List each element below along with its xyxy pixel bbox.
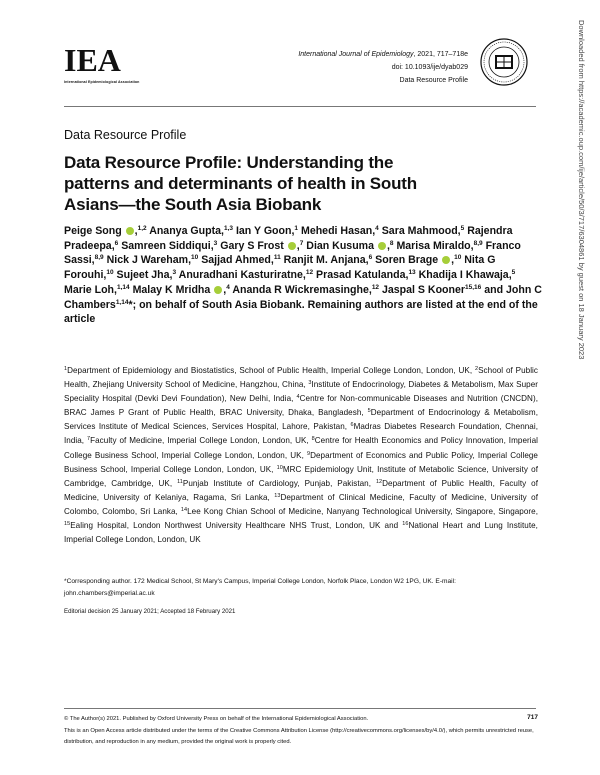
journal-name: International Journal of Epidemiology xyxy=(298,51,414,58)
affiliation-text: Department of Public Health, Faculty of Medicine, University of Kelaniya, Ragama, Sri Lanka, xyxy=(64,478,538,502)
author-name: Peige Song xyxy=(64,225,122,237)
author-affiliation-marker: 10 xyxy=(191,254,199,262)
author-text: , xyxy=(134,225,138,237)
logo-letters: IEA xyxy=(64,42,121,78)
author-affiliation-marker: 5 xyxy=(460,225,465,232)
journal-meta xyxy=(298,48,468,87)
author-text: , xyxy=(451,254,455,267)
author-affiliation-marker: 7 xyxy=(299,239,304,247)
author-name: Mehedi Hasan, xyxy=(298,225,376,237)
affiliations xyxy=(64,364,538,547)
affiliation-number: 8 xyxy=(311,436,315,443)
affiliation-number: 15 xyxy=(64,521,71,528)
affiliation-text: School of Public Health, Zhejiang University School of Medicine, Hangzhou, China, xyxy=(64,366,538,390)
author-name: Nita G Forouhi, xyxy=(64,254,496,282)
author-name: Ananya Gupta, xyxy=(146,225,224,237)
author-affiliation-marker: 1,14 xyxy=(115,298,129,306)
affiliation-text: Department of Endocrinology & Metabolism, Services Institute of Medical Sciences, Services Hospital, Lahore, Pakistan, xyxy=(64,408,538,432)
author-name: Franco Sassi, xyxy=(64,239,521,267)
affiliation-text: Madras Diabetes Research Foundation, Chennai, India, xyxy=(64,422,539,446)
affiliation-number: 14 xyxy=(180,506,188,513)
author-affiliation-marker: 8,9 xyxy=(473,239,483,247)
affiliation-number: 7 xyxy=(87,436,91,443)
journal-citation: , 2021, 717–718e xyxy=(413,51,468,58)
author-name: Khadija I Khawaja, xyxy=(415,269,512,282)
author-name: Samreen Siddiqui, xyxy=(118,239,214,252)
article-type: Data Resource Profile xyxy=(399,77,468,84)
author-affiliation-marker: 1,2 xyxy=(137,225,147,232)
author-affiliation-marker: 12 xyxy=(371,283,380,291)
affiliation-number: 3 xyxy=(308,380,312,387)
author-affiliation-marker: 15,16 xyxy=(465,283,482,291)
page-number: 717 xyxy=(527,714,538,721)
affiliation-text: Lee Kong Chian School of Medicine, Nanyang Technological University, Singapore, Singapore, xyxy=(187,506,538,516)
download-note: Downloaded from https://academic.oup.com/ije/article/50/3/717/6304861 by guest on 18 January 2023 xyxy=(577,20,586,360)
author-affiliation-marker: 4 xyxy=(375,225,379,232)
author-name: Sujeet Jha, xyxy=(113,269,173,282)
association-name: International Epidemiological Association xyxy=(64,80,140,84)
author-name: Ranjit M. Anjana, xyxy=(280,254,369,267)
author-name: Sajjad Ahmed, xyxy=(198,254,274,267)
affiliation-text: Punjab Institute of Cardiology, Punjab, Pakistan, xyxy=(182,478,376,488)
author-affiliation-marker: 1,14 xyxy=(116,283,130,291)
author-name: Jaspal S Kooner xyxy=(379,283,466,296)
affiliation-number: 13 xyxy=(274,492,281,499)
author-affiliation-marker: 8,9 xyxy=(94,254,104,262)
affiliation-text: Faculty of Medicine, Imperial College London, London, UK, xyxy=(90,436,312,446)
author-affiliation-marker: 10 xyxy=(106,269,114,277)
footer xyxy=(64,714,540,749)
author-text: , xyxy=(386,239,390,252)
affiliation-number: 10 xyxy=(276,464,283,471)
author-affiliation-marker: 10 xyxy=(454,254,462,262)
author-name: and John C Chambers xyxy=(64,283,542,311)
orcid-icon[interactable] xyxy=(288,242,296,250)
affiliation-number: 6 xyxy=(350,422,354,429)
affiliation-number: 4 xyxy=(296,394,300,401)
affiliation-text: MRC Epidemiology Unit, Institute of Metabolic Science, University of Cambridge, Cambridge, UK, xyxy=(64,464,538,488)
correspondence: *Corresponding author. 172 Medical School, St Mary's Campus, Imperial College London, Norfolk Place, London W2 1PG, UK. E-mail: john.chambers@imperial.ac.uk xyxy=(64,578,456,597)
affiliation-text: Centre for Non-communicable Diseases and Nutrition (CNCDN), BRAC James P Grant of Public Health, BRAC University, Dhaka, Bangladesh, xyxy=(64,394,538,418)
affiliation-text: Centre for Health Economics and Policy Innovation, Imperial College Business School, Imperial College London, London, UK, xyxy=(64,436,538,460)
author-affiliation-marker: 8 xyxy=(389,239,394,247)
author-name: Malay K Mridha xyxy=(129,283,211,296)
author-name: Ananda R Wickremasinghe, xyxy=(229,283,372,296)
author-name: Gary S Frost xyxy=(217,239,284,252)
author-affiliation-marker: 3 xyxy=(172,269,177,277)
author-affiliation-marker: 12 xyxy=(305,269,314,277)
affiliation-number: 9 xyxy=(306,450,311,457)
author-affiliation-marker: 1,3 xyxy=(223,225,233,232)
affiliation-number: 11 xyxy=(177,478,183,485)
author-affiliation-marker: 11 xyxy=(273,254,281,262)
author-name: Rajendra Pradeepa, xyxy=(64,225,513,252)
author-affiliation-marker: 6 xyxy=(114,239,119,247)
copyright-notice: © The Author(s) 2021. Published by Oxford University Press on behalf of the International Epidemiological Association. xyxy=(64,716,369,722)
author-affiliation-marker: 4 xyxy=(226,283,230,291)
author-name: Anuradhani Kasturiratne, xyxy=(176,269,306,282)
author-name: Ian Y Goon, xyxy=(233,225,295,237)
author-text: , xyxy=(223,283,227,296)
affiliation-number: 5 xyxy=(367,408,371,415)
author-affiliation-marker: 3 xyxy=(213,239,218,247)
orcid-icon[interactable] xyxy=(378,242,386,250)
author-text: , xyxy=(296,239,300,252)
affiliation-text: Ealing Hospital, London Northwest University Healthcare NHS Trust, London, UK and xyxy=(70,521,403,531)
section-label: Data Resource Profile xyxy=(64,128,187,142)
orcid-icon[interactable] xyxy=(442,256,450,264)
author-list xyxy=(64,224,542,327)
author-name: *; on behalf of South Asia Biobank. Remaining authors are listed at the end of the article xyxy=(64,298,538,326)
affiliation-number: 12 xyxy=(375,478,383,485)
author-affiliation-marker: 6 xyxy=(368,254,373,262)
header-rule xyxy=(64,106,536,107)
affiliation-text: Department of Clinical Medicine, Faculty of Medicine, University of Colombo, Colombo, Sri Lanka, xyxy=(64,492,539,516)
iea-logo xyxy=(64,42,121,79)
article-title: Data Resource Profile: Understanding the patterns and determinants of health in South Asians—the South Asia Biobank xyxy=(64,153,417,214)
author-name: Sara Mahmood, xyxy=(378,225,461,237)
author-name: Marisa Miraldo, xyxy=(393,239,474,252)
author-name: Soren Brage xyxy=(372,254,439,267)
author-name: Marie Loh, xyxy=(64,283,117,296)
author-affiliation-marker: 5 xyxy=(511,269,516,277)
journal-seal-icon xyxy=(480,38,528,86)
editorial-dates: Editorial decision 25 January 2021; Accepted 18 February 2021 xyxy=(64,608,236,615)
author-name: Nick J Wareham, xyxy=(103,254,192,267)
license-notice: This is an Open Access article distributed under the terms of the Creative Commons Attribution License (http://creativecommons.org/licenses/by/4.0/), which permits unrestricted reuse, distribution, and reproduction in any medium, provided the original work is properly cited. xyxy=(64,727,534,745)
orcid-icon[interactable] xyxy=(126,227,134,235)
author-name: Prasad Katulanda, xyxy=(313,269,409,282)
affiliation-text: National Heart and Lung Institute, Imperial College London, London, UK xyxy=(64,521,538,545)
affiliation-number: 2 xyxy=(474,366,479,372)
footer-rule xyxy=(64,708,536,709)
affiliation-text: Department of Economics and Public Policy, Imperial College Business School, Imperial College London, London, UK, xyxy=(64,450,538,474)
doi[interactable]: doi: 10.1093/ije/dyab029 xyxy=(391,64,468,71)
affiliation-text: Department of Epidemiology and Biostatistics, School of Public Health, Imperial College London, London, UK, xyxy=(67,366,475,375)
orcid-icon[interactable] xyxy=(214,286,222,294)
affiliation-text: Institute of Endocrinology, Diabetes & Metabolism, Max Super Speciality Hospital (Devki Devi Foundation), New Delhi, India, xyxy=(64,380,538,404)
author-affiliation-marker: 1 xyxy=(294,225,299,232)
affiliation-number: 16 xyxy=(402,521,409,528)
author-affiliation-marker: 13 xyxy=(408,269,416,277)
affiliation-number: 1 xyxy=(64,366,68,372)
author-name: Dian Kusuma xyxy=(303,239,374,252)
